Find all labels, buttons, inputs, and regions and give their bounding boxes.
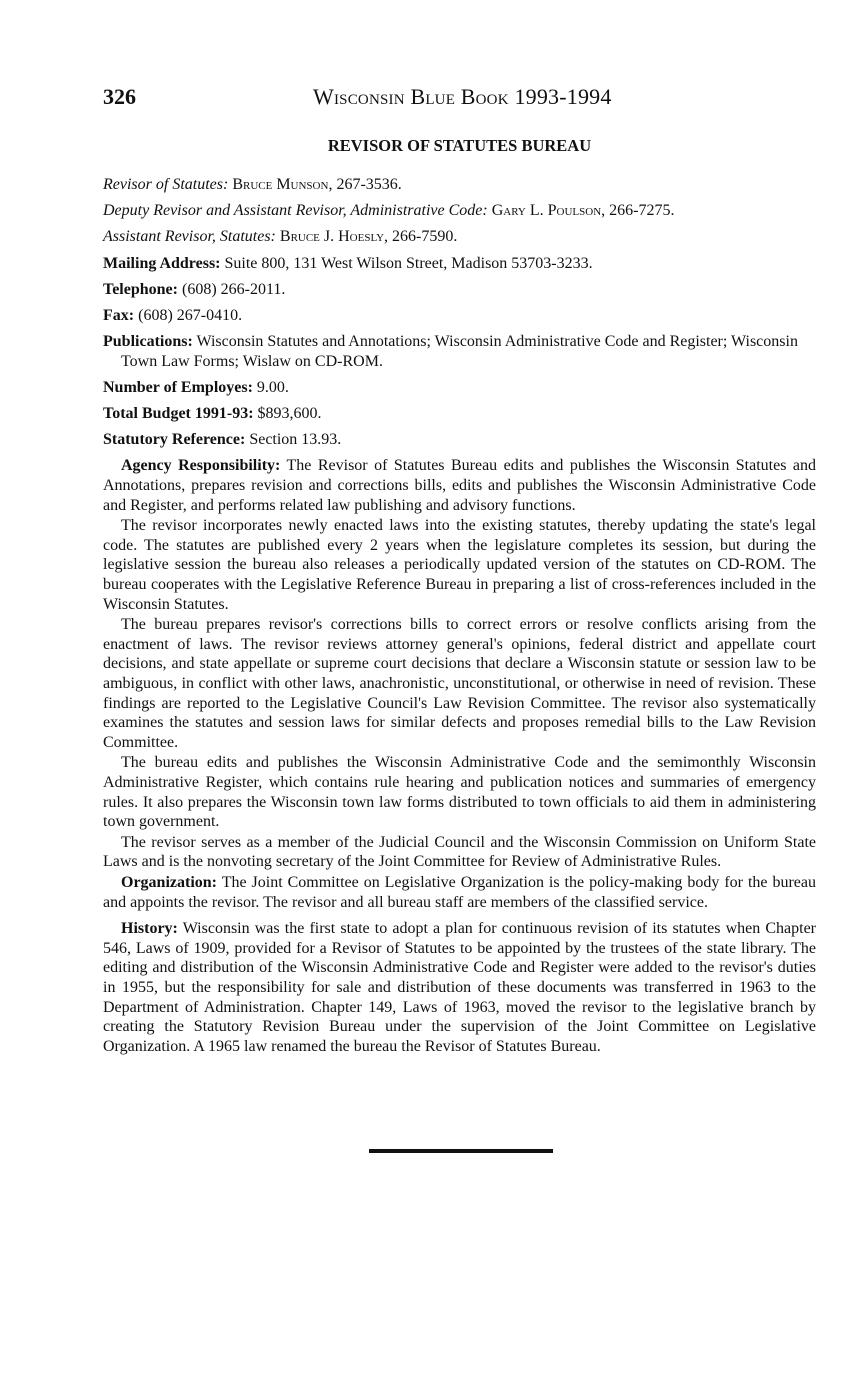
field-label: Number of Employes:	[103, 378, 253, 396]
staff-deputy-revisor	[103, 201, 816, 221]
field-label: Telephone:	[103, 280, 178, 298]
staff-title: Deputy Revisor and Assistant Revisor, Administrative Code:	[103, 202, 488, 220]
publications	[103, 332, 816, 371]
paragraph-label: Organization:	[121, 873, 217, 891]
field-value: Suite 800, 131 West Wilson Street, Madison 53703-3233.	[224, 254, 593, 272]
body-paragraph: The revisor incorporates newly enacted laws into the existing statutes, thereby updating the state's legal code. The statutes are published every 2 years when the legislature completes its session, but during the legislative session the bureau also releases a periodically updated version of the statutes on CD-ROM. The bureau cooperates with the Legislative Reference Bureau in preparing a list of cross-references included in the Wisconsin Statutes.	[103, 517, 816, 613]
paragraph-text: Wisconsin was the first state to adopt a plan for continuous revision of its statutes when Chapter 546, Laws of 1909, provided for a Revisor of Statutes to be appointed by the trustees of the state library. The editing and distribution of the Wisconsin Administrative Code and Register were added to the revisor's duties in 1955, but the responsibility for sale and distribution of these documents was transferred in 1963 to the Department of Administration. Chapter 149, Laws of 1963, moved the revisor to the legislative branch by creating the Statutory Revision Bureau under the supervision of the Joint Committee on Legislative Organization. A 1965 law renamed the bureau the Revisor of Statutes Bureau.	[103, 920, 816, 1055]
document-body	[103, 175, 816, 1057]
field-label: Publications:	[103, 333, 193, 351]
staff-assistant-revisor	[103, 227, 816, 247]
mailing-address	[103, 254, 816, 274]
field-label: Fax:	[103, 306, 135, 324]
paragraph-text: The Revisor of Statutes Bureau edits and publishes the Wisconsin Statutes and Annotations, prepares revision and corrections bills, edits and publishes the Wisconsin Administrative Code and Register, and performs related law publishing and advisory functions.	[103, 457, 817, 514]
page-number: 326	[103, 84, 136, 109]
body-paragraph: The bureau edits and publishes the Wisconsin Administrative Code and the semimonthly Wisconsin Administrative Register, which contains rule hearing and publication notices and summaries of emergency rules. It also prepares the Wisconsin town law forms distributed to town officials to aid them in administering town government.	[103, 754, 816, 831]
fax	[103, 306, 816, 326]
section-title: REVISOR OF STATUTES BUREAU	[327, 136, 592, 155]
section-end-rule	[369, 1149, 553, 1153]
field-value: 9.00.	[256, 378, 289, 396]
field-label: Statutory Reference:	[103, 431, 246, 449]
field-value: (608) 267-0410.	[138, 306, 243, 324]
field-label: Total Budget 1991-93:	[103, 405, 254, 423]
field-value: $893,600.	[257, 405, 322, 423]
telephone	[103, 280, 816, 300]
body-paragraph: The revisor serves as a member of the Judicial Council and the Wisconsin Commission on Uniform State Laws and is the nonvoting secretary of the Joint Committee for Review of Administrative Rules.	[103, 833, 816, 871]
paragraph-label: Agency Responsibility:	[121, 457, 281, 475]
staff-name: Bruce Munson	[232, 176, 329, 193]
field-value: (608) 266-2011.	[181, 280, 286, 298]
staff-phone: , 266-7590.	[384, 228, 458, 246]
staff-title: Revisor of Statutes:	[103, 176, 229, 193]
agency-responsibility-paragraph	[103, 456, 816, 515]
paragraph-text: The Joint Committee on Legislative Organization is the policy-making body for the bureau and appoints the revisor. The revisor and all bureau staff are members of the classified service.	[103, 873, 816, 911]
statutory-reference	[103, 430, 816, 450]
field-value: Section 13.93.	[249, 431, 342, 449]
total-budget	[103, 404, 816, 424]
page-header	[103, 84, 816, 114]
staff-revisor	[103, 175, 816, 195]
paragraph-label: History:	[121, 920, 178, 938]
staff-name: Bruce J. Hoesly	[279, 228, 385, 246]
staff-title: Assistant Revisor, Statutes:	[103, 228, 276, 246]
staff-phone: , 267-3536.	[328, 176, 402, 193]
organization-paragraph	[103, 873, 816, 912]
number-of-employees	[103, 378, 816, 398]
staff-phone: , 266-7275.	[601, 202, 675, 220]
staff-name: Gary L. Poulson	[491, 202, 602, 220]
body-paragraph: The bureau prepares revisor's corrections bills to correct errors or resolve conflicts arising from the enactment of laws. The revisor reviews attorney general's opinions, federal district and appellate court decisions, and state appellate or supreme court decisions that declare a Wisconsin statute or session law to be ambiguous, in conflict with other laws, anachronistic, unconstitutional, or otherwise in need of revision. These findings are reported to the Legislative Council's Law Revision Committee. The revisor also systematically examines the statutes and session laws for similar defects and proposes remedial bills to the Law Revision Committee.	[103, 616, 816, 751]
field-label: Mailing Address:	[103, 254, 221, 272]
running-title: Wisconsin Blue Book 1993-1994	[313, 84, 612, 109]
field-value: Wisconsin Statutes and Annotations; Wisconsin Administrative Code and Register; Wisconsin Town Law Forms; Wislaw on CD-ROM.	[121, 333, 798, 370]
history-paragraph	[103, 919, 816, 1056]
